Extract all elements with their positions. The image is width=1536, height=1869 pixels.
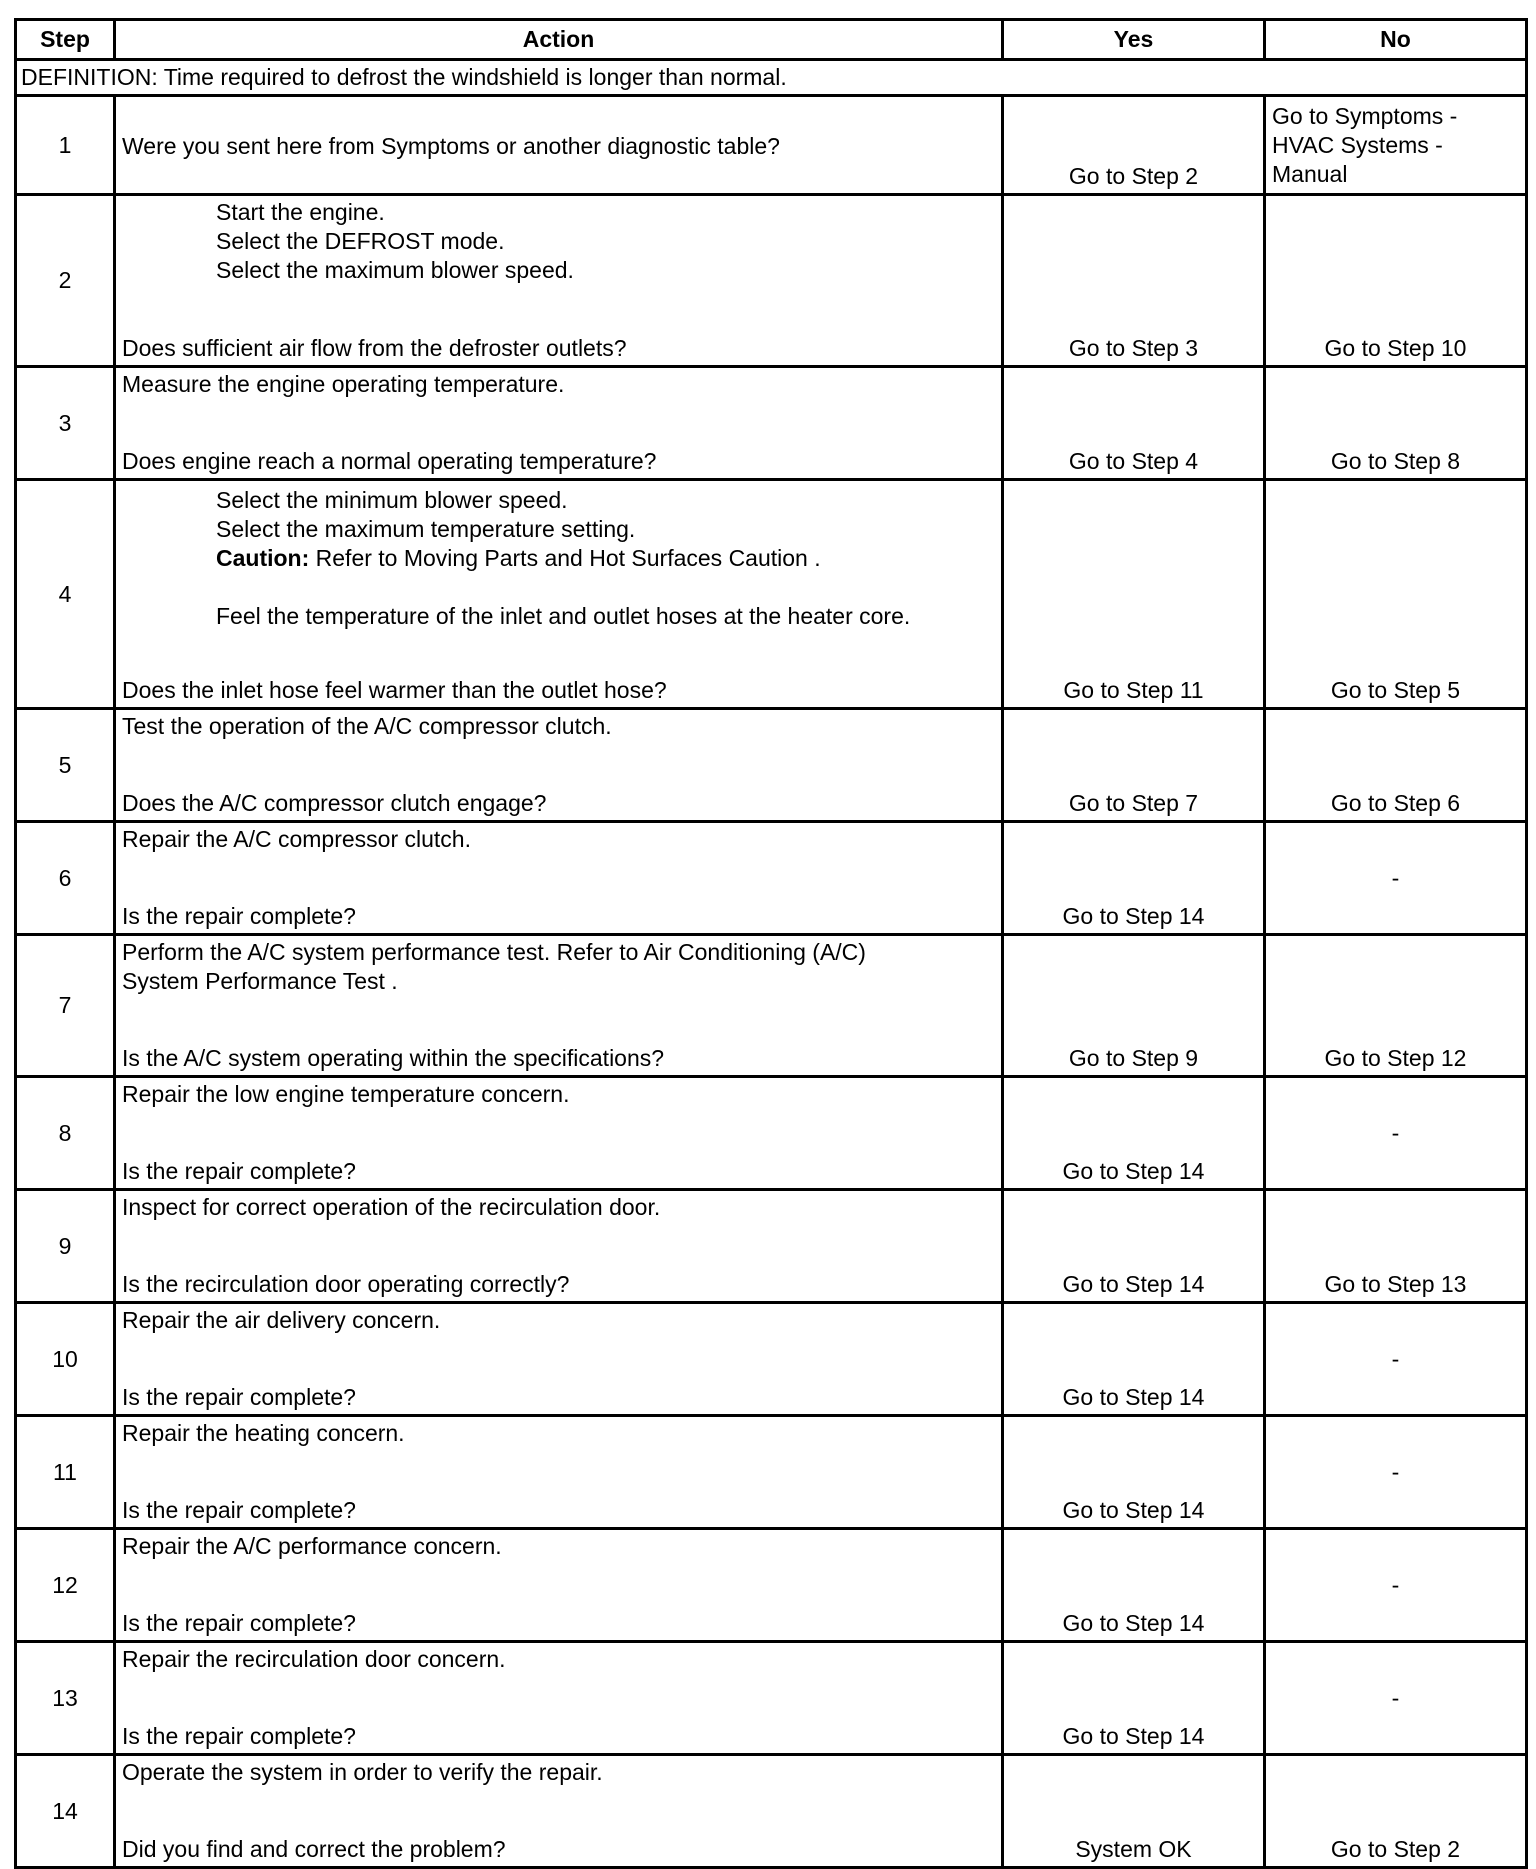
question-text: Is the repair complete?	[122, 1723, 356, 1749]
yes-text: Go to Step 9	[1068, 1045, 1199, 1071]
diagnostic-table-container	[14, 18, 1528, 1869]
header-no: No	[1265, 20, 1527, 60]
yes-text: Go to Step 14	[1062, 1497, 1205, 1523]
no-text: Go to Step 5	[1330, 677, 1461, 703]
action-cell	[115, 1303, 1003, 1416]
yes-cell	[1003, 1642, 1265, 1755]
yes-text: Go to Step 14	[1062, 1158, 1205, 1184]
instruction-line: Start the engine.	[216, 199, 385, 225]
no-text: Go to Step 12	[1324, 1045, 1467, 1071]
yes-cell	[1003, 1416, 1265, 1529]
instruction-line: Repair the low engine temperature concern.	[122, 1081, 570, 1107]
instruction-line: Repair the air delivery concern.	[122, 1307, 441, 1333]
no-cell	[1265, 480, 1527, 709]
definition-text: DEFINITION: Time required to defrost the windshield is longer than normal.	[16, 60, 1527, 96]
yes-cell	[1003, 1190, 1265, 1303]
instruction-line: Operate the system in order to verify the repair.	[122, 1759, 603, 1785]
step-number: 11	[16, 1416, 115, 1529]
yes-text: Go to Step 4	[1068, 448, 1199, 474]
instruction-line: Test the operation of the A/C compressor clutch.	[122, 713, 612, 739]
action-cell	[115, 1416, 1003, 1529]
question-text: Is the repair complete?	[122, 1384, 356, 1410]
action-cell	[115, 1755, 1003, 1868]
table-row	[16, 1190, 1527, 1303]
step-number: 6	[16, 822, 115, 935]
step-number: 9	[16, 1190, 115, 1303]
instruction-line: Feel the temperature of the inlet and outlet hoses at the heater core.	[216, 603, 911, 629]
yes-cell	[1003, 822, 1265, 935]
no-cell	[1265, 822, 1527, 935]
step-number: 10	[16, 1303, 115, 1416]
definition-row	[16, 60, 1527, 96]
no-cell	[1265, 1755, 1527, 1868]
no-cell	[1265, 1190, 1527, 1303]
yes-text: Go to Step 14	[1062, 903, 1205, 929]
table-row	[16, 822, 1527, 935]
yes-text: Go to Step 14	[1062, 1610, 1205, 1636]
question-text: Were you sent here from Symptoms or another diagnostic table?	[122, 132, 780, 159]
action-cell	[115, 822, 1003, 935]
table-row	[16, 1642, 1527, 1755]
no-cell	[1265, 96, 1527, 195]
no-cell	[1265, 367, 1527, 480]
action-cell	[115, 1642, 1003, 1755]
yes-cell	[1003, 1303, 1265, 1416]
yes-text: Go to Step 3	[1068, 335, 1199, 361]
step-number: 1	[16, 96, 115, 195]
no-text: -	[1391, 1345, 1400, 1372]
caution-line	[216, 544, 995, 573]
yes-text: Go to Step 2	[1068, 163, 1199, 189]
no-text: -	[1391, 1119, 1400, 1146]
yes-cell	[1003, 1755, 1265, 1868]
diagnostic-table	[14, 18, 1528, 1869]
action-cell	[115, 1529, 1003, 1642]
step-number: 5	[16, 709, 115, 822]
yes-text: Go to Step 14	[1062, 1271, 1205, 1297]
question-text: Does engine reach a normal operating temperature?	[122, 448, 657, 474]
no-text: Go to Step 2	[1330, 1836, 1461, 1862]
yes-text: Go to Step 7	[1068, 790, 1199, 816]
no-cell	[1265, 195, 1527, 367]
yes-cell	[1003, 1077, 1265, 1190]
table-row	[16, 1416, 1527, 1529]
action-cell	[115, 96, 1003, 195]
table-row	[16, 1755, 1527, 1868]
table-row	[16, 935, 1527, 1077]
table-row	[16, 1077, 1527, 1190]
question-text: Is the repair complete?	[122, 1497, 356, 1523]
step-number: 3	[16, 367, 115, 480]
question-text: Is the repair complete?	[122, 1610, 356, 1636]
question-text: Does the A/C compressor clutch engage?	[122, 790, 547, 816]
action-cell	[115, 935, 1003, 1077]
no-cell	[1265, 1416, 1527, 1529]
caution-label: Caution:	[216, 545, 310, 571]
no-cell	[1265, 1303, 1527, 1416]
instruction-line: Select the minimum blower speed.	[216, 487, 568, 513]
yes-cell	[1003, 96, 1265, 195]
no-text-line: Manual	[1272, 161, 1348, 187]
instruction-line: Repair the A/C performance concern.	[122, 1533, 502, 1559]
no-cell	[1265, 1642, 1527, 1755]
table-row	[16, 480, 1527, 709]
yes-text: Go to Step 11	[1063, 677, 1204, 703]
no-text: -	[1391, 1684, 1400, 1711]
action-cell	[115, 367, 1003, 480]
table-row	[16, 96, 1527, 195]
header-row	[16, 20, 1527, 60]
no-cell	[1265, 709, 1527, 822]
yes-text: Go to Step 14	[1062, 1723, 1205, 1749]
step-number: 12	[16, 1529, 115, 1642]
instruction-line: Select the DEFROST mode.	[216, 228, 505, 254]
question-text: Is the A/C system operating within the specifications?	[122, 1045, 665, 1071]
instruction-line: Repair the recirculation door concern.	[122, 1646, 506, 1672]
yes-cell	[1003, 195, 1265, 367]
step-number: 7	[16, 935, 115, 1077]
no-text-line: HVAC Systems -	[1272, 132, 1443, 158]
no-text: Go to Step 8	[1330, 448, 1461, 474]
table-row	[16, 1529, 1527, 1642]
question-text: Is the repair complete?	[122, 903, 356, 929]
question-text: Does sufficient air flow from the defroster outlets?	[122, 335, 627, 361]
step-number: 2	[16, 195, 115, 367]
action-cell	[115, 709, 1003, 822]
instruction-line: Select the maximum blower speed.	[216, 257, 574, 283]
yes-cell	[1003, 935, 1265, 1077]
instruction-line: Measure the engine operating temperature.	[122, 371, 565, 397]
no-cell	[1265, 1077, 1527, 1190]
question-text: Is the repair complete?	[122, 1158, 356, 1184]
step-number: 4	[16, 480, 115, 709]
no-text: -	[1391, 864, 1400, 891]
instruction-line: System Performance Test .	[122, 968, 398, 994]
table-row	[16, 709, 1527, 822]
step-number: 8	[16, 1077, 115, 1190]
no-text: -	[1391, 1571, 1400, 1598]
yes-cell	[1003, 1529, 1265, 1642]
instruction-line: Repair the A/C compressor clutch.	[122, 826, 471, 852]
no-text: Go to Step 13	[1324, 1271, 1467, 1297]
instruction-line: Repair the heating concern.	[122, 1420, 405, 1446]
instruction-line: Perform the A/C system performance test. Refer to Air Conditioning (A/C)	[122, 939, 866, 965]
yes-cell	[1003, 367, 1265, 480]
table-row	[16, 367, 1527, 480]
step-number: 14	[16, 1755, 115, 1868]
caution-text: Refer to Moving Parts and Hot Surfaces Caution .	[309, 545, 821, 571]
action-cell	[115, 480, 1003, 709]
no-cell	[1265, 935, 1527, 1077]
no-text-line: Go to Symptoms -	[1272, 103, 1458, 129]
no-text: Go to Step 6	[1330, 790, 1461, 816]
table-row	[16, 195, 1527, 367]
header-action: Action	[115, 20, 1003, 60]
header-step: Step	[16, 20, 115, 60]
action-cell	[115, 1190, 1003, 1303]
action-cell	[115, 1077, 1003, 1190]
question-text: Did you find and correct the problem?	[122, 1836, 506, 1862]
no-text: Go to Step 10	[1324, 335, 1467, 361]
question-text: Is the recirculation door operating correctly?	[122, 1271, 570, 1297]
yes-cell	[1003, 709, 1265, 822]
no-cell	[1265, 1529, 1527, 1642]
yes-cell	[1003, 480, 1265, 709]
question-text: Does the inlet hose feel warmer than the outlet hose?	[122, 677, 667, 703]
table-row	[16, 1303, 1527, 1416]
action-cell	[115, 195, 1003, 367]
instruction-line: Inspect for correct operation of the recirculation door.	[122, 1194, 661, 1220]
instruction-line: Select the maximum temperature setting.	[216, 516, 636, 542]
no-text: -	[1391, 1458, 1400, 1485]
header-yes: Yes	[1003, 20, 1265, 60]
step-number: 13	[16, 1642, 115, 1755]
yes-text: System OK	[1075, 1836, 1192, 1862]
yes-text: Go to Step 14	[1062, 1384, 1205, 1410]
